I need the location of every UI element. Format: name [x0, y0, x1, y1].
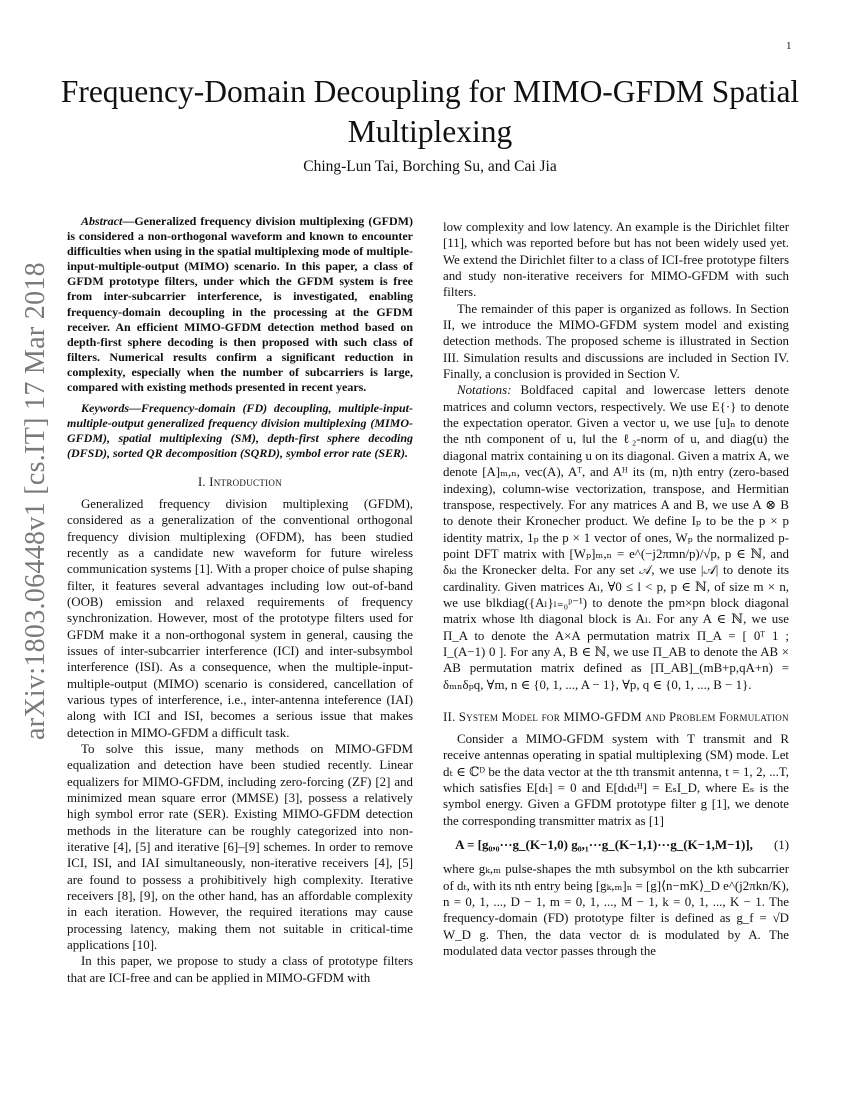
right-paragraph-1: low complexity and low latency. An example is the Dirichlet filter [11], which was reported before but has not been widely used yet. We extend the Dirichlet filter to a class of ICI-free prototype filters and study non-iterative receivers for MIMO-GFDM with such filters.	[443, 220, 789, 300]
equation-number: (1)	[773, 838, 789, 853]
system-paragraph-1: Consider a MIMO-GFDM system with T transmit and R receive antennas operating in spatial multiplexing (SM) mode. Let dₜ ∈ ℂᴰ be the data vector at the tth transmit antenna, t = 1, 2, ...T, which satisfies E[dₜ] = 0 and E[dₜdₜᴴ] = EₛI_D, where Eₛ is the symbol energy. Given a GFDM prototype filter g [1], we denote the corresponding transmitter matrix as [1]	[443, 731, 789, 828]
notations-text: Boldfaced capital and lowercase letters denote matrices and column vectors, respectively. We use E{·} to denote the expectation operator. Given a vector u, we use [u]ₙ to denote the nth component of u, ‖u‖ the ℓ₂-norm of u, and diag(u) the diagonal matrix containing u on its diagonal. Given a matrix A, we denote [A]ₘ,ₙ, vec(A), Aᵀ, and Aᴴ its (m, n)th entry (zero-based indexing), column-wise vectorization, transpose, and Hermitian transpose, respectively. For any matrices A and B, we use A ⊗ B to denote their Kronecher product. We define Iₚ to be the p × p identity matrix, 1ₚ the p × 1 vector of ones, Wₚ the normalized p-point DFT matrix with [Wₚ]ₘ,ₙ = e^(−j2πmn/p)/√p, p ∈ ℕ, and δₖₗ the Kronecker delta. For any set 𝒜, we use |𝒜| to denote its cardinality. Given matrices Aₗ, ∀0 ≤ l < p, p ∈ ℕ, of size m × n, we use blkdiag({Aₗ}ₗ₌₀ᵖ⁻¹) to denote the pm×pn block diagonal matrix whose lth diagonal block is Aₗ. For any A ∈ ℕ, we use Π_A to denote the A×A permutation matrix Π_A = [ 0ᵀ 1 ; I_(A−1) 0 ]. For any A, B ∈ ℕ, we use Π_AB to denote the AB × AB permutation matrix defined as [Π_AB]_(mB+p,qA+n) = δₘₙδₚq, ∀m, n ∈ {0, 1, ..., A − 1}, ∀p, q ∈ {0, 1, ..., B − 1}.	[443, 383, 789, 692]
right-column	[443, 219, 789, 959]
intro-paragraph-3: In this paper, we propose to study a class of prototype filters that are ICI-free and can be applied in MIMO-GFDM with	[67, 954, 413, 985]
left-column	[67, 214, 413, 986]
keywords-lead: Keywords	[81, 401, 129, 416]
section-heading-system-model: II. System Model for MIMO-GFDM and Problem Formulation	[443, 709, 789, 724]
notations-paragraph	[443, 382, 789, 693]
arxiv-identifier: arXiv:1803.06448v1 [cs.IT] 17 Mar 2018	[20, 262, 51, 740]
intro-paragraph-2: To solve this issue, many methods on MIMO-GFDM equalization and detection have been studied recently. Linear equalizers for MIMO-GFDM, including zero-forcing (ZF) [2] and minimized mean square error (MMSE) [3], possess a relatively high symbol error rate (SER). Existing MIMO-GFDM detection methods in the literature can be roughly categorized into non-iterative [4], [5] and iterative [6]–[9] schemes. In order to remove ICI, ISI, and IAI simultaneously, non-iterative receivers [4], [5] are found to possess a prohibitively high complexity. Iterative receivers [8], [9], on the other hand, has an affordable complexity in each iteration. However, the required iterations may cause processing latency, making them not suitable in critical-time applications [10].	[67, 742, 413, 953]
abstract	[67, 214, 413, 395]
section-heading-introduction: I. Introduction	[197, 474, 283, 489]
notations-lead: Notations:	[457, 383, 512, 398]
abstract-lead: Abstract	[81, 214, 123, 228]
equation-1	[443, 837, 789, 853]
right-paragraph-2: The remainder of this paper is organized as follows. In Section II, we introduce the MIMO-GFDM system model and existing detection methods. The proposed scheme is illustrated in Section III. Simulation results and discussions are included in Section IV. Finally, a conclusion is provided in Section V.	[443, 301, 789, 382]
keywords	[67, 401, 413, 461]
page-number: 1	[786, 40, 792, 52]
keywords-text: —Frequency-domain (FD) decoupling, multiple-input-multiple-output generalized frequency division multiplexing (MIMO-GFDM), spatial multiplexing (SM), depth-first sphere decoding (DFSD), sorted QR decomposition (SQRD), symbol error rate (SER).	[67, 401, 413, 461]
equation-body: A = [g₀,₀···g_(K−1,0) g₀,₁···g_(K−1,1)···g_(K−1,M−1)],	[455, 837, 753, 853]
abstract-text: —Generalized frequency division multiplexing (GFDM) is considered a non-orthogonal waveform and known to encounter difficulties when using in the spatial multiplexing mode of multiple-input-multiple-output (MIMO) scenario. In this paper, a class of GFDM prototype filters, under which the GFDM system is free from inter-subcarrier interference, is investigated, enabling frequency-domain decoupling in the processing at the GFDM receiver. An efficient MIMO-GFDM detection method based on depth-first sphere decoding is then proposed with such class of filters. Numerical results confirm a significant reduction in complexity, especially when the number of subcarriers is large, compared with existing methods presented in recent years.	[67, 214, 413, 395]
intro-paragraph-1: Generalized frequency division multiplexing (GFDM), considered as a generalization of the conventional orthogonal frequency division multiplexing (OFDM), has been studied recently as a candidate new waveform for future wireless communication systems [1]. With a proper choice of pulse shaping filter, it features several advantages including low out-of-band (OOB) emission and relaxed requirements of frequency synchronization. However, most of the prototype filters used for GFDM make it a non-orthogonal system in general, causing the issues of inter-subcarrier interference (ICI) and inter-subsymbol interference (ISI). As a consequence, when the multiple-input-multiple-output (MIMO) scenario is considered, cancellation of various types of interference, i.e., inter-antenna inteference (IAI) along with ICI and ISI, becomes a serious issue that makes detection in MIMO-GFDM a difficult task.	[67, 496, 413, 740]
author-list: Ching-Lun Tai, Borching Su, and Cai Jia	[303, 158, 557, 175]
arxiv-stamp	[0, 0, 50, 1100]
paper-title: Frequency-Domain Decoupling for MIMO-GFDM Spatial Multiplexing	[60, 74, 800, 149]
system-paragraph-2: where gₖ,ₘ pulse-shapes the mth subsymbol on the kth subcarrier of dₜ, with its nth entry being [gₖ,ₘ]ₙ = [g]⟨n−mK⟩_D e^(j2πkn/K), n = 0, 1, ..., D − 1, m = 0, 1, ..., M − 1, k = 0, 1, ..., K − 1. The frequency-domain (FD) prototype filter is defined as g_f = √D W_D g. Then, the data vector dₜ is modulated by A. The modulated data vector passes through the	[443, 862, 790, 959]
